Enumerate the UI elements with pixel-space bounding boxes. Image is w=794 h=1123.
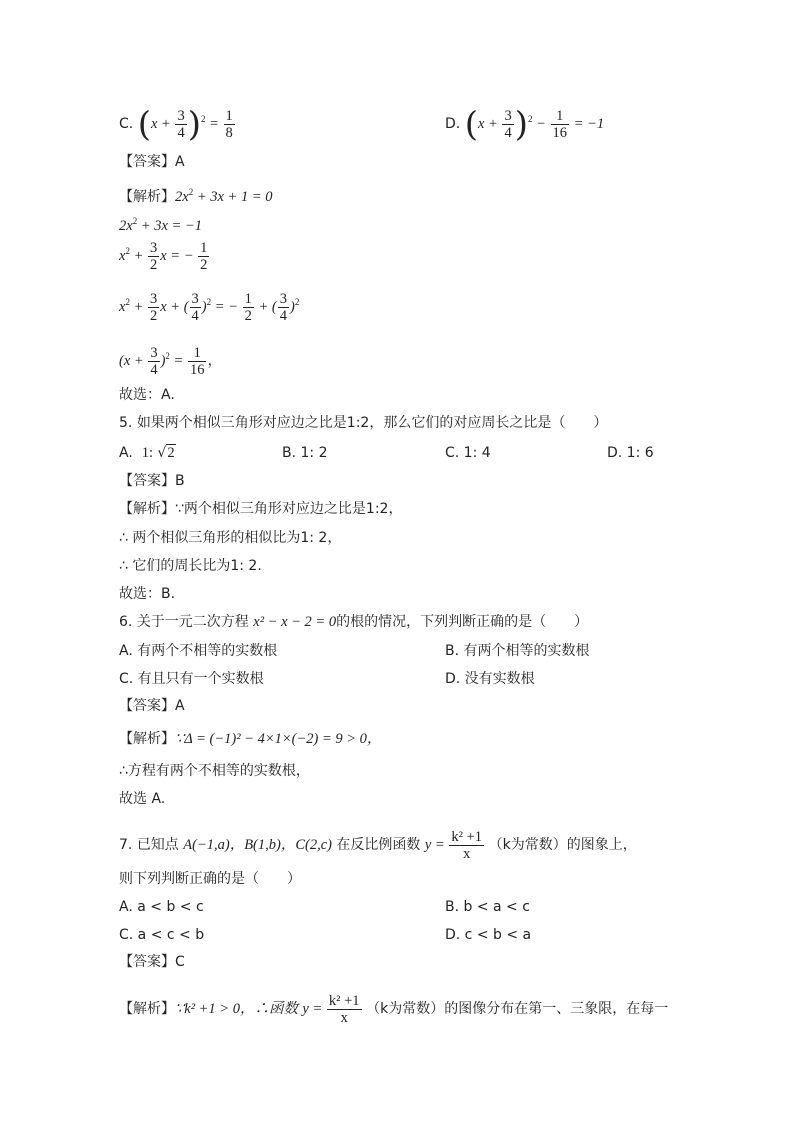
q6-stem bbox=[119, 613, 588, 631]
question-number: 5. bbox=[119, 415, 133, 431]
q7-function bbox=[424, 829, 489, 862]
q6-analysis-line2: ∴方程有两个不相等的实数根， bbox=[119, 763, 310, 779]
analysis-expression: ∵Δ = (−1)² − 4×1×(−2) = 9 > 0， bbox=[175, 731, 382, 747]
analysis-expression: ∵k² +1 > 0，∴函数 bbox=[175, 1000, 298, 1017]
q6-option-c: C. 有且只有一个实数根 bbox=[119, 671, 264, 687]
q6-answer bbox=[119, 697, 185, 715]
question-equation: x² − x − 2 = 0 bbox=[253, 614, 337, 630]
q6-option-a: A. 有两个不相等的实数根 bbox=[119, 643, 278, 659]
question-points: A(−1,a)，B(1,b)，C(2,c) bbox=[183, 836, 332, 853]
q4-analysis-line4: $x^2$ + $\frac{3}{2}$ x + ( $\frac{3}{4}$ )$^2$ = − $\frac{1}{2}$ + ( $\frac{3}{4}$ )$^2$ bbox=[119, 291, 300, 324]
answer-label: 【答案】 bbox=[119, 698, 175, 714]
q7-stem-line2: 则下列判断正确的是（ ） bbox=[119, 871, 301, 887]
question-text: 已知点 bbox=[136, 836, 179, 853]
q7-analysis-line1 bbox=[119, 993, 668, 1026]
choose-label: 故选 bbox=[119, 791, 147, 807]
q6-option-d: D. 没有实数根 bbox=[445, 671, 535, 687]
answer-value: C bbox=[175, 954, 185, 970]
option-letter: D. bbox=[445, 115, 461, 132]
q5-choose bbox=[119, 585, 175, 603]
q4-answer bbox=[119, 153, 185, 171]
question-text: 如果两个相似三角形对应边之比是1:2，那么它们的对应周长之比是（ ） bbox=[136, 415, 608, 431]
q4-option-c bbox=[119, 104, 236, 145]
function-numerator: k² +1 bbox=[328, 993, 360, 1009]
option-letter: A. bbox=[119, 445, 133, 461]
q7-option-a: A. a < b < c bbox=[119, 899, 204, 915]
choose-label: 故选： bbox=[119, 387, 161, 403]
q4-analysis-line2: $2x^2 + 3x = -1$ bbox=[119, 216, 202, 234]
function-denominator: x bbox=[340, 1010, 348, 1026]
answer-value: A bbox=[175, 154, 185, 170]
answer-label: 【答案】 bbox=[119, 154, 175, 170]
q5-option-d: D. 1: 6 bbox=[607, 445, 654, 461]
q5-option-b: B. 1: 2 bbox=[282, 445, 328, 461]
choose-label: 故选： bbox=[119, 586, 161, 602]
analysis-label: 【解析】 bbox=[119, 501, 175, 517]
q5-option-a: A. 1: √2 bbox=[119, 445, 175, 461]
choose-value: B. bbox=[161, 586, 176, 602]
q4-analysis-line1: 【解析】$2x^2 + 3x + 1 = 0$ bbox=[119, 187, 273, 205]
choose-value: A. bbox=[161, 387, 175, 403]
analysis-label: 【解析】 bbox=[119, 188, 175, 205]
q6-choose bbox=[119, 790, 165, 808]
answer-value: A bbox=[175, 698, 185, 714]
q5-analysis-line2: ∴ 两个相似三角形的相似比为1: 2， bbox=[119, 530, 342, 546]
q7-option-b: B. b < a < c bbox=[445, 899, 530, 915]
function-lhs: y = bbox=[424, 836, 445, 853]
option-letter: C. bbox=[119, 115, 134, 132]
answer-value: B bbox=[175, 473, 185, 489]
function-numerator: k² +1 bbox=[451, 829, 483, 845]
q4-choose bbox=[119, 386, 175, 404]
q7-analysis-function bbox=[302, 993, 366, 1026]
q5-stem bbox=[119, 414, 607, 432]
q4-option-d bbox=[445, 104, 605, 145]
function-lhs: y = bbox=[302, 1000, 323, 1017]
q6-option-b: B. 有两个相等的实数根 bbox=[445, 643, 590, 659]
question-text: 关于一元二次方程 bbox=[136, 614, 249, 630]
option-root: 2 bbox=[167, 445, 175, 461]
analysis-text: （k为常数）的图像分布在第一、三象限，在每一 bbox=[366, 1000, 669, 1017]
q4-analysis-line5: (x + $\frac{3}{4}$ )$^2$ = $\frac{1}{16}$ ， bbox=[119, 345, 222, 378]
q7-answer bbox=[119, 953, 185, 971]
choose-value: A. bbox=[151, 791, 166, 807]
q7-option-c: C. a < c < b bbox=[119, 927, 205, 943]
question-number: 6. bbox=[119, 614, 133, 630]
q5-option-c: C. 1: 4 bbox=[445, 445, 491, 461]
question-text: （k为常数）的图象上， bbox=[488, 836, 637, 853]
function-denominator: x bbox=[463, 846, 471, 862]
q7-option-d: D. c < b < a bbox=[445, 927, 532, 943]
because-icon: ∵ bbox=[175, 501, 184, 517]
analysis-label: 【解析】 bbox=[119, 1000, 175, 1017]
q5-analysis-line3: ∴ 它们的周长比为1: 2. bbox=[119, 558, 262, 574]
q5-analysis-line1 bbox=[119, 500, 402, 518]
q7-stem-line1 bbox=[119, 829, 637, 862]
analysis-text: 两个相似三角形对应边之比是1:2， bbox=[183, 501, 403, 517]
q4-analysis-line3: $x^2$ + $\frac{3}{2}$ x = − $\frac{1}{2}$ bbox=[119, 240, 208, 273]
q4-option-d-expression: (x + $\frac{3}{4}$ )$^2$ − $\frac{1}{16}$ = −1 bbox=[464, 104, 605, 145]
question-text: 的根的情况，下列判断正确的是（ ） bbox=[336, 614, 589, 630]
option-ratio: 1: bbox=[141, 445, 153, 461]
answer-label: 【答案】 bbox=[119, 473, 175, 489]
q4-option-c-expression: (x + $\frac{3}{4}$ )$^2$ = $\frac{1}{8}$ bbox=[137, 104, 233, 145]
analysis-label: 【解析】 bbox=[119, 731, 175, 747]
q5-answer bbox=[119, 472, 185, 490]
question-number: 7. bbox=[119, 836, 133, 853]
answer-label: 【答案】 bbox=[119, 954, 175, 970]
question-text: 在反比例函数 bbox=[336, 836, 421, 853]
q6-analysis-line1 bbox=[119, 730, 381, 748]
